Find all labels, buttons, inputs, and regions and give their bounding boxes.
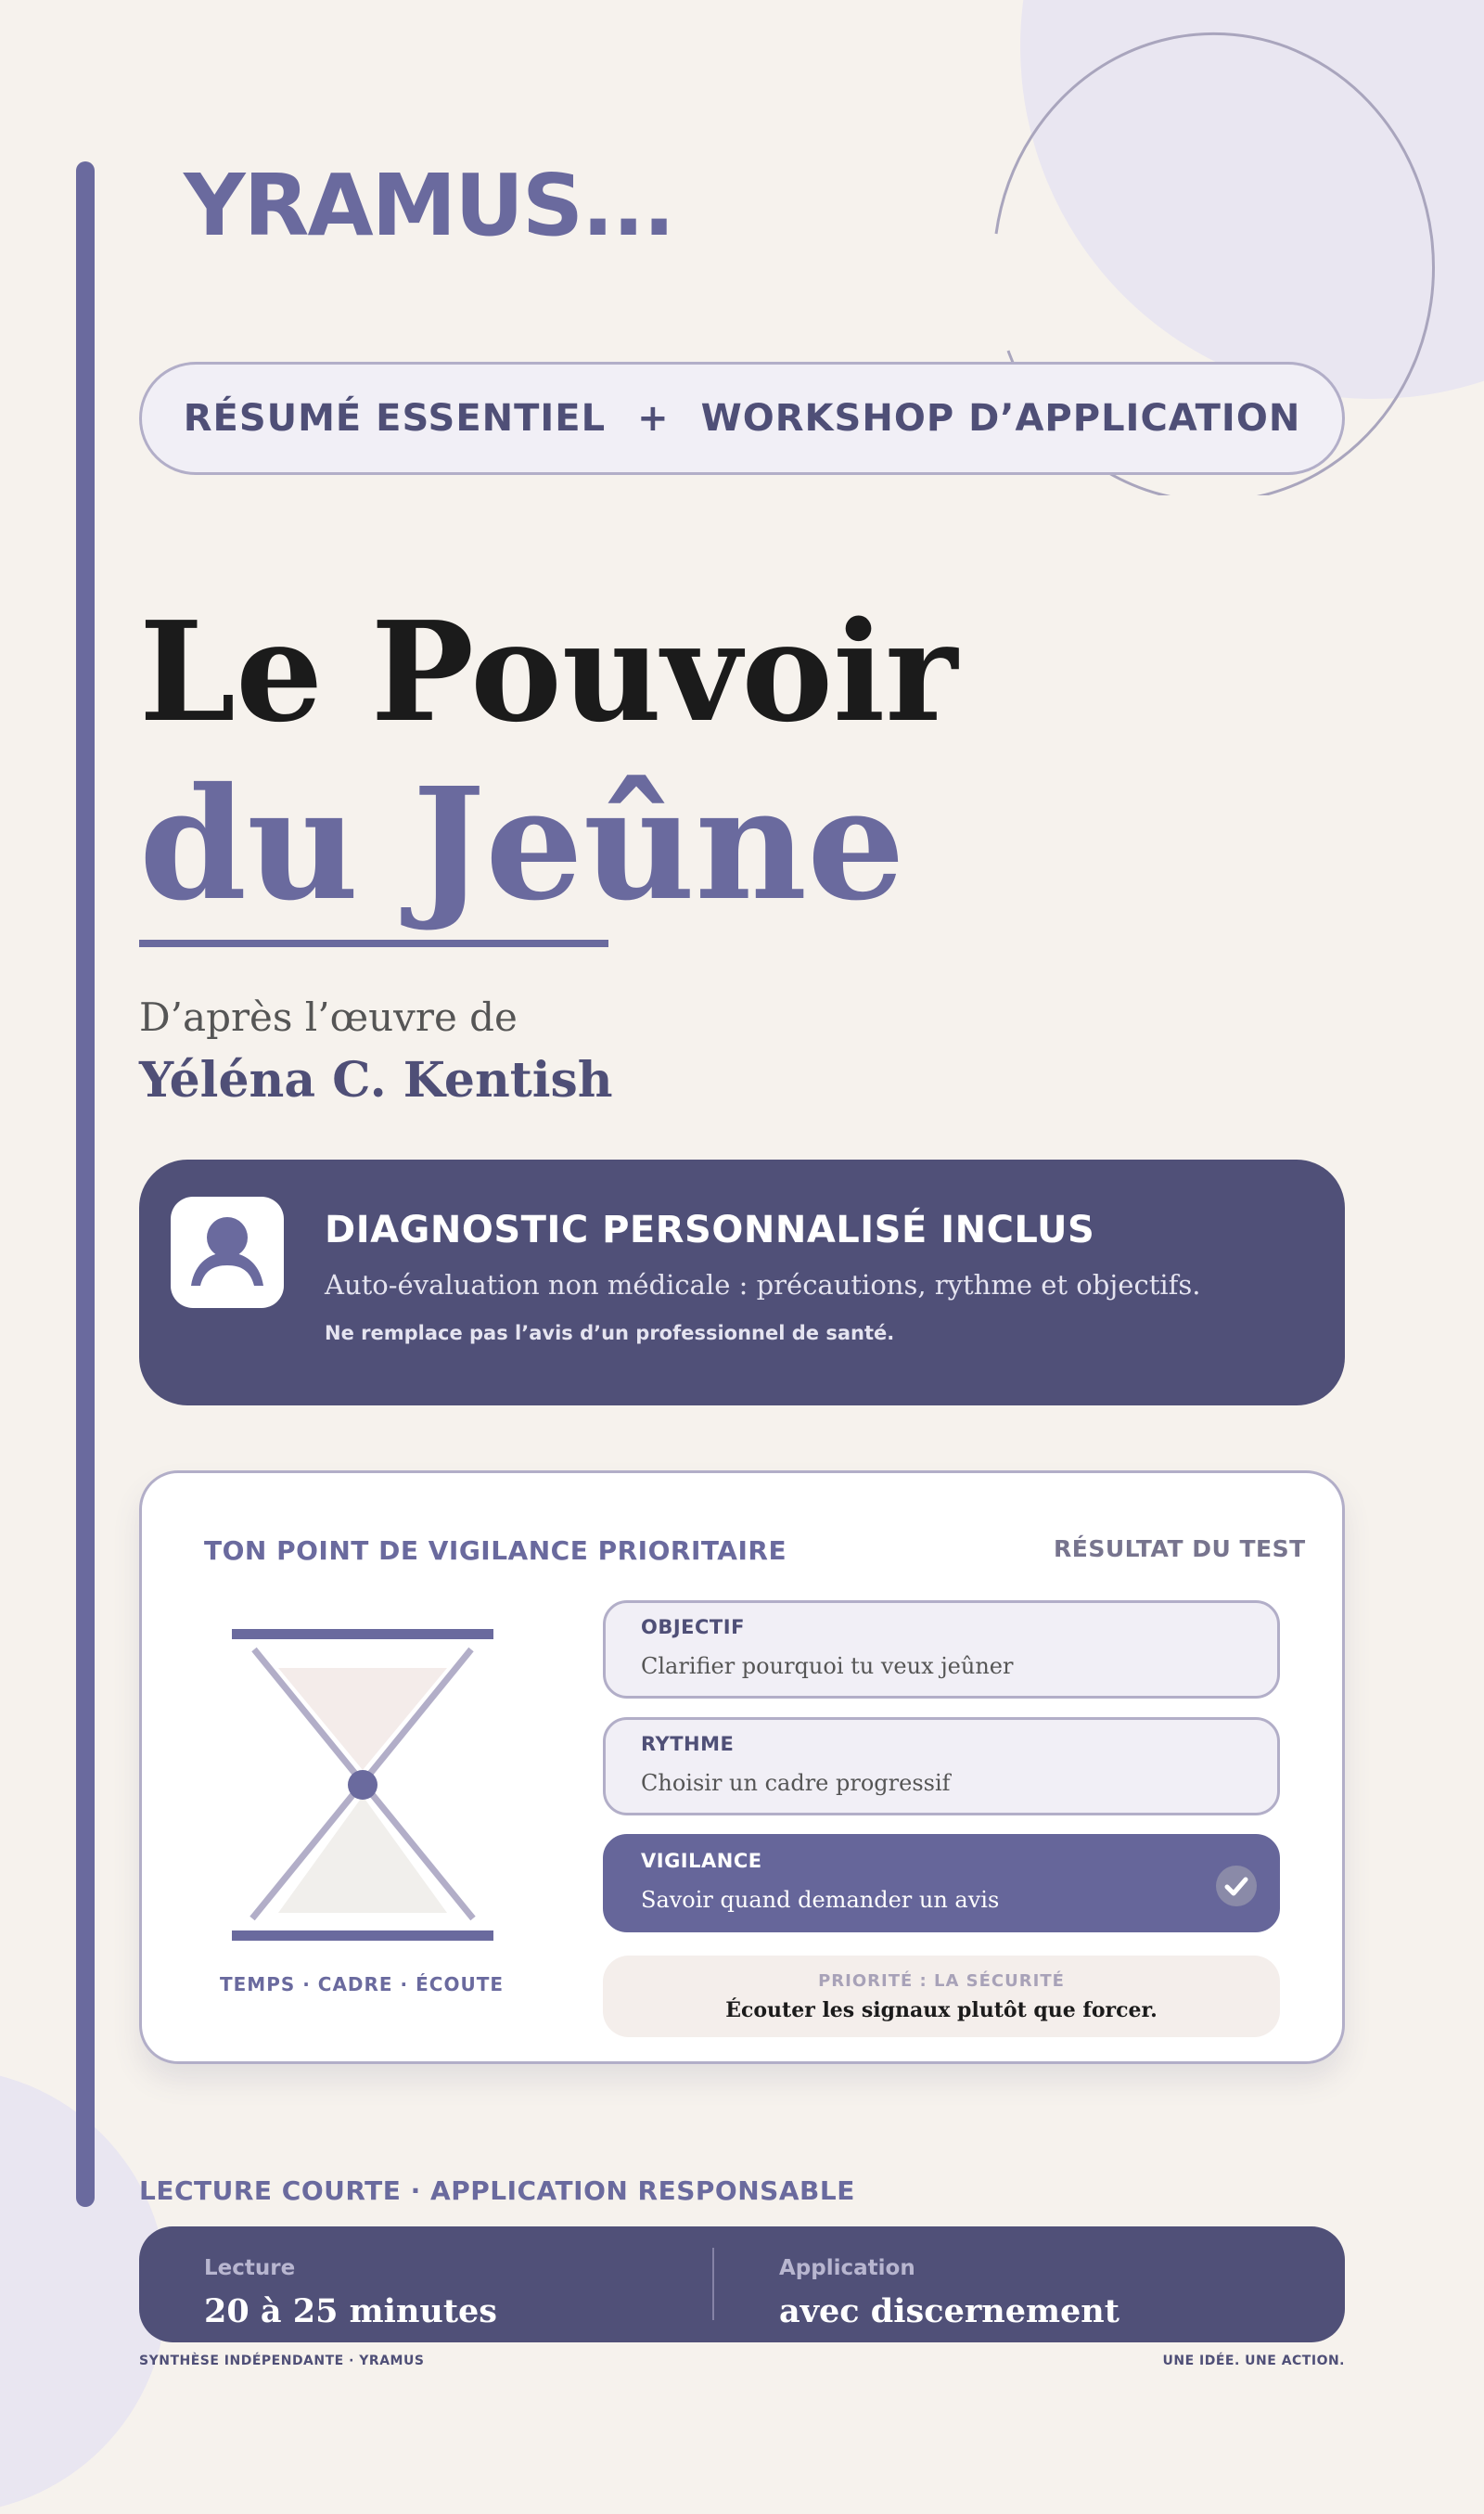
banner-left: RÉSUMÉ ESSENTIEL xyxy=(183,397,607,440)
title-underline xyxy=(139,940,608,947)
footer-right: UNE IDÉE. UNE ACTION. xyxy=(1162,2354,1345,2368)
brand-logo: YRAMUS... xyxy=(184,156,674,255)
diagnostic-text: Auto-évaluation non médicale : précautions, rythme et objectifs. xyxy=(325,1269,1201,1301)
stats-divider xyxy=(712,2248,714,2320)
option-label: VIGILANCE xyxy=(641,1850,762,1872)
format-banner xyxy=(139,362,1345,475)
option-label: RYTHME xyxy=(641,1733,735,1755)
diagnostic-title: DIAGNOSTIC PERSONNALISÉ INCLUS xyxy=(325,1209,1095,1251)
stat-reading-value: 20 à 25 minutes xyxy=(204,2292,498,2330)
test-result-label: RÉSULTAT DU TEST xyxy=(1054,1535,1306,1562)
priority-label: PRIORITÉ : LA SÉCURITÉ xyxy=(818,1971,1065,1991)
diagnostic-note: Ne remplace pas l’avis d’un professionnel de santé. xyxy=(325,1322,895,1344)
title-line-2: du Jeûne xyxy=(139,754,905,935)
hourglass-icon xyxy=(230,1629,495,1941)
option-text: Choisir un cadre progressif xyxy=(641,1770,951,1796)
title-line-1: Le Pouvoir xyxy=(139,591,958,752)
option-vigilance[interactable] xyxy=(603,1834,1280,1932)
priority-box xyxy=(603,1956,1280,2037)
check-icon xyxy=(1216,1866,1257,1906)
option-label: OBJECTIF xyxy=(641,1616,745,1638)
option-objectif[interactable] xyxy=(603,1600,1280,1699)
option-rythme[interactable] xyxy=(603,1717,1280,1815)
card-title: TON POINT DE VIGILANCE PRIORITAIRE xyxy=(204,1535,787,1566)
footer-left: SYNTHÈSE INDÉPENDANTE · YRAMUS xyxy=(139,2354,425,2368)
byline-prefix: D’après l’œuvre de xyxy=(139,994,518,1040)
hourglass-caption: TEMPS · CADRE · ÉCOUTE xyxy=(219,1973,505,1995)
stat-application-value: avec discernement xyxy=(779,2292,1119,2330)
user-icon xyxy=(171,1197,284,1308)
option-text: Savoir quand demander un avis xyxy=(641,1887,1000,1913)
author-name: Yéléna C. Kentish xyxy=(139,1052,613,1109)
stat-reading-label: Lecture xyxy=(204,2256,296,2280)
reading-heading: LECTURE COURTE · APPLICATION RESPONSABLE xyxy=(139,2175,855,2206)
banner-right: WORKSHOP D’APPLICATION xyxy=(700,397,1301,440)
banner-plus: + xyxy=(637,397,670,440)
priority-text: Écouter les signaux plutôt que forcer. xyxy=(725,1998,1158,2022)
left-accent-bar xyxy=(76,161,95,2207)
stat-application-label: Application xyxy=(779,2256,915,2280)
option-text: Clarifier pourquoi tu veux jeûner xyxy=(641,1653,1014,1679)
